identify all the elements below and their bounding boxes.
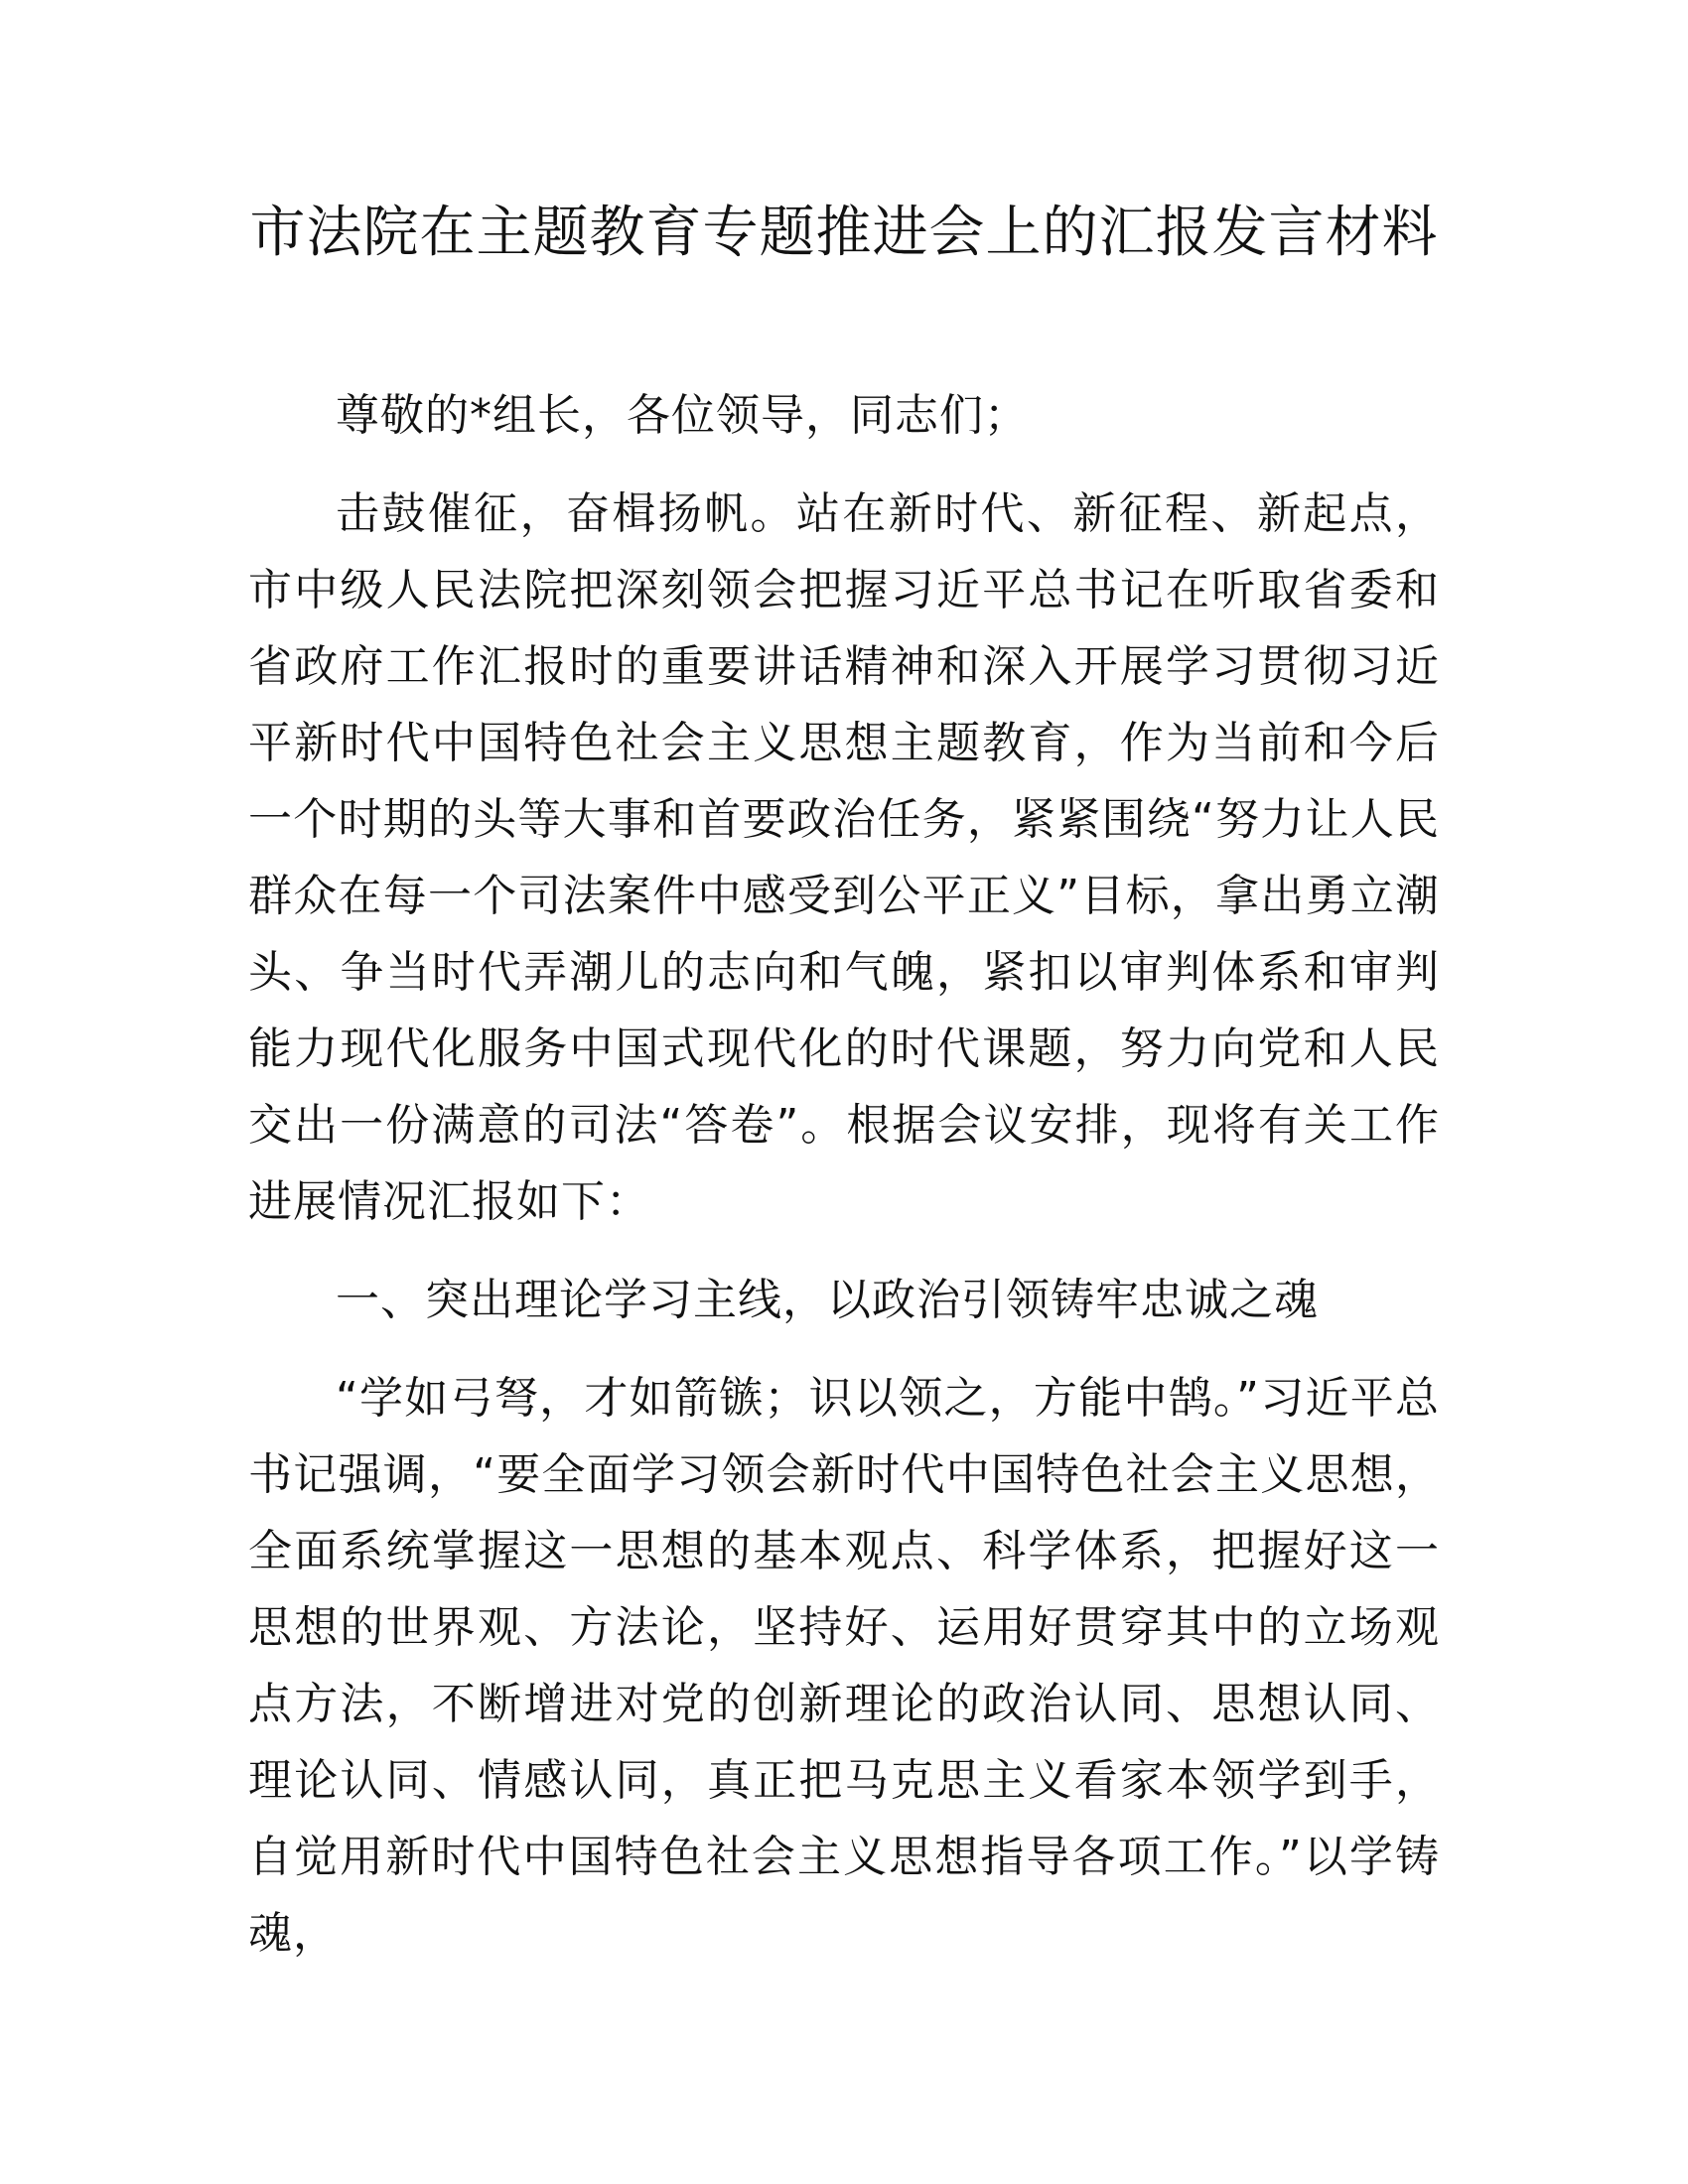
document-body: [248, 377, 1440, 1993]
intro-paragraph: 击鼓催征，奋楫扬帆。站在新时代、新征程、新起点，市中级人民法院把深刻领会把握习近平总书记在听取省委和省政府工作汇报时的重要讲话精神和深入开展学习贯彻习近平新时代中国特色社会主义思想主题教育，作为当前和今后一个时期的头等大事和首要政治任务，紧紧围绕“努力让人民群众在每一个司法案件中感受到公平正义”目标，拿出勇立潮头、争当时代弄潮儿的志向和气魄，紧扣以审判体系和审判能力现代化服务中国式现代化的时代课题，努力向党和人民交出一份满意的司法“答卷”。根据会议安排，现将有关工作进展情况汇报如下：: [248, 488, 1440, 1227]
section-paragraph: “学如弓弩，才如箭镞；识以领之，方能中鹄。”习近平总书记强调，“要全面学习领会新时代中国特色社会主义思想，全面系统掌握这一思想的基本观点、科学体系，把握好这一思想的世界观、方法论，坚持好、运用好贯穿其中的立场观点方法，不断增进对党的创新理论的政治认同、思想认同、理论认同、情感认同，真正把马克思主义看家本领学到手，自觉用新时代中国特色社会主义思想指导各项工作。”以学铸魂，: [248, 1373, 1440, 1959]
salutation: 尊敬的*组长，各位领导，同志们；: [336, 390, 1029, 441]
document-title: 市法院在主题教育专题推进会上的汇报发言材料: [249, 201, 1439, 265]
section-heading: 一、突出理论学习主线，以政治引领铸牢忠诚之魂: [336, 1275, 1319, 1325]
